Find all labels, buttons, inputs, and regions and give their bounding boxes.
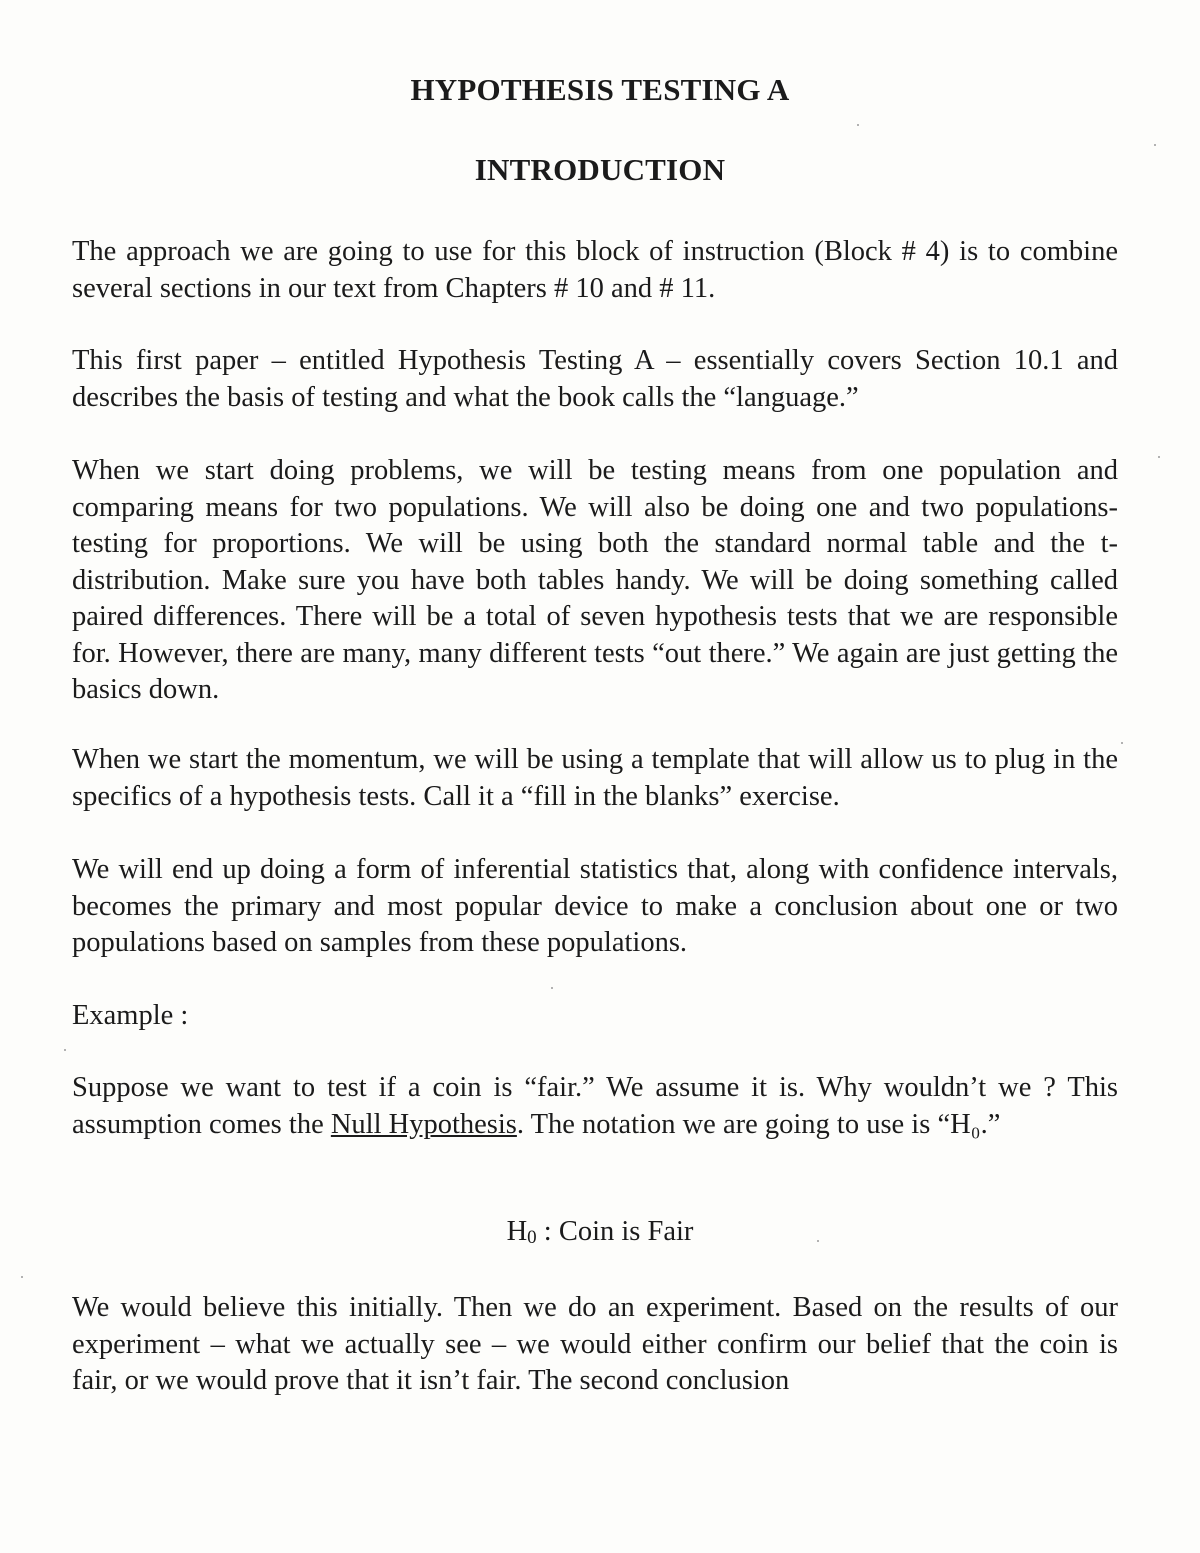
paragraph-template: When we start the momentum, we will be using a template that will allow us to plug in the specifics of a hypothesis tests. Call it a “fill in the blanks” exercise. xyxy=(72,744,1118,812)
hypothesis-subscript: 0 xyxy=(527,1227,537,1248)
coin-text-part2: . The notation we are going to use is “H₀.” xyxy=(516,1108,1001,1140)
scan-speck xyxy=(21,1276,23,1278)
scan-speck xyxy=(551,987,553,989)
example-label: Example : xyxy=(72,1000,189,1031)
scan-speck xyxy=(1121,742,1123,744)
hypothesis-text: : Coin is Fair xyxy=(536,1216,694,1247)
paragraph-inferential: We will end up doing a form of inferential statistics that, along with confidence intervals, becomes the primary and most popular device to make a conclusion about one or two populations based on samples from these populations. xyxy=(72,854,1118,958)
scan-speck xyxy=(1154,144,1156,146)
null-hypothesis-statement xyxy=(0,1216,1200,1249)
paragraph-approach: The approach we are going to use for this block of instruction (Block # 4) is to combine several sections in our text from Chapters # 10 and # 11. xyxy=(72,236,1118,304)
section-heading: INTRODUCTION xyxy=(474,152,726,187)
paragraph-experiment: We would believe this initially. Then we do an experiment. Based on the results of our experiment – what we actually see – we would either confirm our belief that the coin is fair, or we would prove that it isn’t fair. The second conclusion xyxy=(72,1292,1118,1396)
paragraph-first-paper: This first paper – entitled Hypothesis Testing A – essentially covers Section 10.1 and describes the basis of testing and what the book calls the “language.” xyxy=(72,345,1118,413)
scan-speck xyxy=(817,1240,819,1242)
null-hypothesis-term: Null Hypothesis xyxy=(330,1108,517,1140)
coin-text-part1: Suppose we want to test if a coin is “fair.” We assume it is. Why wouldn’t we ? This assumption comes the xyxy=(72,1072,1118,1140)
scan-speck xyxy=(1158,456,1160,458)
paragraph-coin-assumption xyxy=(72,1070,1118,1143)
paragraph-problems: When we start doing problems, we will be testing means from one population and comparing means for two populations. We will also be doing one and two populations-testing for proportions. We will be using both the standard normal table and the t-distribution. Make sure you have both tables handy. We will be doing something called paired differences. There will be a total of seven hypothesis tests that we are responsible for. However, there are many, many different tests “out there.” We again are just getting the basics down. xyxy=(72,455,1118,705)
hypothesis-symbol: H xyxy=(506,1216,528,1247)
scan-speck xyxy=(857,124,859,126)
document-title: HYPOTHESIS TESTING A xyxy=(410,72,790,107)
scan-speck xyxy=(64,1049,66,1051)
